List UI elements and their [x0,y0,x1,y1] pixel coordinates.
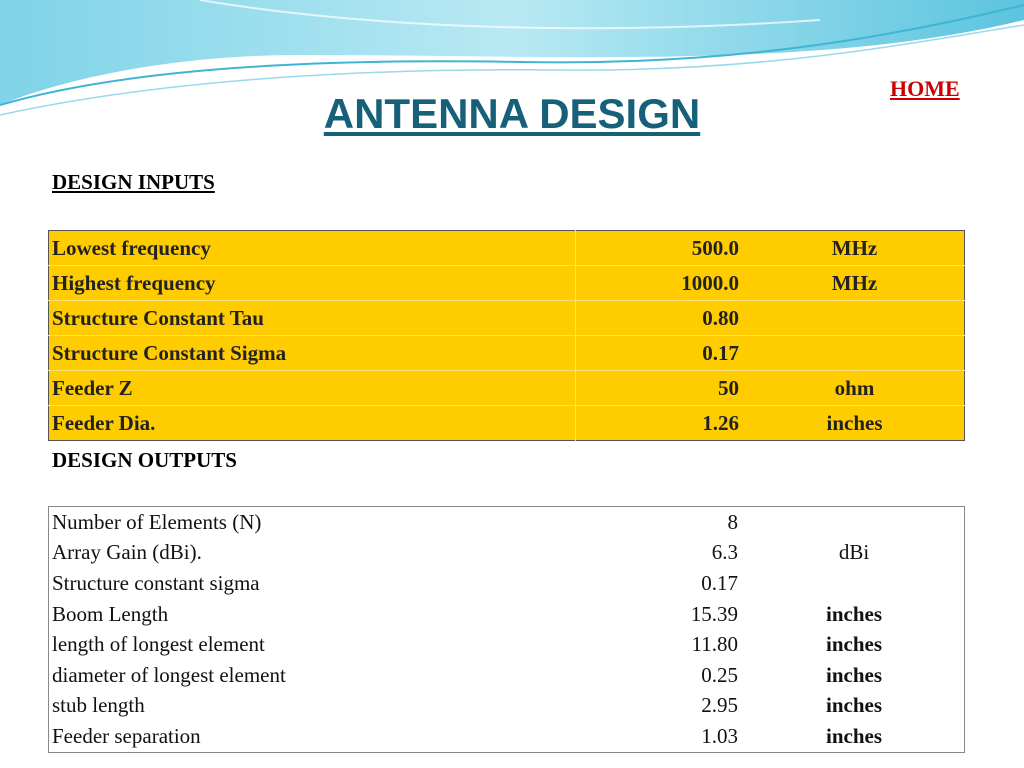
design-outputs-heading: DESIGN OUTPUTS [52,448,237,472]
output-value: 15.39 [690,601,738,626]
input-value[interactable]: 50 [576,371,746,406]
table-row [49,721,965,752]
table-row [49,336,965,371]
output-label: length of longest element [52,632,265,657]
table-row [49,507,965,538]
input-unit: ohm [745,371,965,406]
output-value: 6.3 [711,540,738,565]
input-value[interactable]: 0.80 [576,301,746,336]
table-row [49,266,965,301]
input-unit: MHz [745,266,965,301]
output-unit: inches [825,632,882,657]
design-inputs-heading: DESIGN INPUTS [52,170,215,194]
output-value: 0.25 [701,662,738,687]
table-row [49,301,965,336]
output-label: stub length [52,693,145,718]
design-outputs-table [48,506,965,753]
table-row [49,629,965,660]
input-unit: MHz [745,231,965,266]
table-row [49,371,965,406]
output-label: Number of Elements (N) [52,509,262,534]
page-title: ANTENNA DESIGN [323,90,701,137]
output-value: 8 [727,509,738,534]
input-label: Feeder Dia. [49,406,576,441]
input-label: Feeder Z [49,371,576,406]
input-label: Lowest frequency [49,231,576,266]
input-value[interactable]: 0.17 [576,336,746,371]
output-unit: inches [825,723,882,748]
design-inputs-table [48,230,965,441]
output-unit: dBi [838,540,870,565]
output-label: Structure constant sigma [52,570,260,595]
input-unit [745,336,965,371]
output-unit: inches [825,662,882,687]
table-row [49,568,965,599]
table-row [49,691,965,722]
input-value[interactable]: 500.0 [576,231,746,266]
output-unit [744,507,965,538]
output-value: 11.80 [691,632,738,657]
input-label: Structure Constant Tau [49,301,576,336]
input-value[interactable]: 1.26 [702,410,739,435]
table-row [49,406,965,441]
output-unit: inches [825,693,882,718]
output-value: 0.17 [701,570,738,595]
output-unit [744,568,965,599]
table-row [49,599,965,630]
output-unit: inches [825,601,882,626]
output-value: 1.03 [701,723,738,748]
output-label: diameter of longest element [52,662,286,687]
input-unit: inches [826,410,883,435]
table-row [49,231,965,266]
output-value: 2.95 [701,693,738,718]
table-row [49,660,965,691]
home-link[interactable]: HOME [890,76,960,101]
table-row [49,538,965,569]
input-unit [745,301,965,336]
input-label: Highest frequency [49,266,576,301]
input-value[interactable]: 1000.0 [576,266,746,301]
input-label: Structure Constant Sigma [49,336,576,371]
output-label: Feeder separation [52,723,201,748]
output-label: Boom Length [52,601,169,626]
output-label: Array Gain (dBi). [52,540,202,565]
